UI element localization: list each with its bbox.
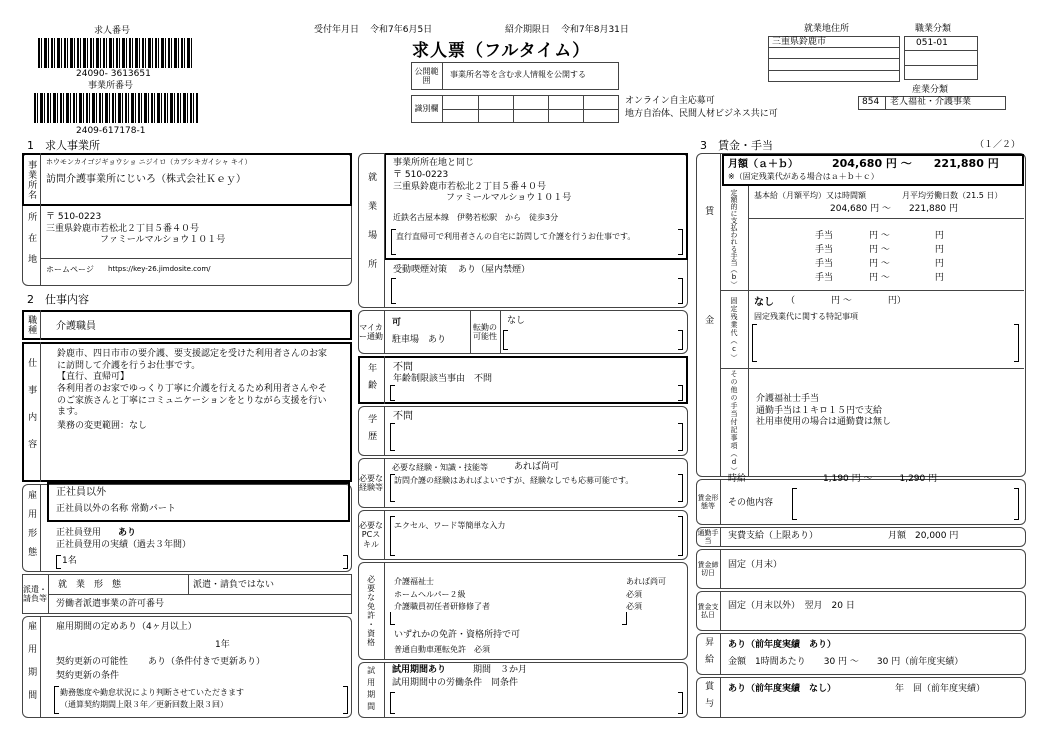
- cutoff-value: 固定（月末）: [728, 560, 783, 570]
- renew-note-2: （通算契約期間上限３年／更新回数上限３回）: [60, 700, 228, 709]
- bonus-divider: [720, 677, 721, 718]
- bracket-right: [678, 385, 683, 401]
- bracket-left: [54, 686, 59, 714]
- industry-label: 産業分類: [912, 85, 949, 95]
- monthly-range: 204,680 円 〜 221,880 円: [832, 157, 999, 170]
- dispatch-label: 派遣・請負等: [23, 584, 47, 603]
- payday-divider: [720, 591, 721, 631]
- cutoff-divider: [720, 549, 721, 589]
- period-value: 雇用期間の定めあり（4ヶ月以上）: [56, 622, 197, 632]
- bracket-right: [678, 278, 683, 304]
- bracket-left: [390, 423, 395, 451]
- license-name: 介護職員初任者研修修了者: [394, 602, 490, 611]
- job-content-line: 鈴鹿市、四日市市の要介護、要支援認定を受けた利用者さんのお家: [57, 349, 328, 359]
- age-value: 不問: [393, 362, 413, 373]
- received-date: 令和7年6月5日: [370, 25, 433, 35]
- pc-skill-label: 必要なPCスキル: [359, 521, 383, 549]
- bracket-left: [390, 385, 395, 401]
- homepage-label: ホームページ: [46, 265, 94, 274]
- raise-divider: [720, 633, 721, 675]
- job-content-divider: [40, 342, 41, 482]
- trial-period: 期間 ３か月: [473, 665, 528, 675]
- other-allowance-line: 介護福祉士手当: [756, 394, 820, 404]
- regular-count: 1名: [62, 556, 77, 566]
- wage-form-range: 1,190 円 〜 1,290 円: [823, 474, 938, 484]
- bonus-value: あり（前年度実績 なし）: [728, 684, 837, 694]
- age-divider: [384, 356, 385, 404]
- employment-label: 雇用形態: [26, 490, 37, 566]
- pc-skill-value: エクセル、ワード等簡単な入力: [394, 521, 506, 530]
- other-allowance-lines: [756, 394, 891, 429]
- dispatch-form-label: 就 業 形 態: [58, 580, 122, 590]
- education-divider: [384, 406, 385, 456]
- raise-label: 昇給: [703, 637, 714, 671]
- renew-label: 契約更新の可能性: [56, 657, 129, 667]
- wage-form-divider: [720, 479, 721, 525]
- deadline-label: 紹介期限日: [505, 25, 551, 35]
- workplace-label-divider: [384, 153, 385, 308]
- job-content-lines: [57, 349, 327, 419]
- wage-form-label: 賃金形態等: [697, 493, 719, 510]
- car-label: マイカー通勤: [359, 322, 383, 341]
- job-number-label: 求人番号: [94, 26, 131, 36]
- trial-condition: 試用期間中の労働条件 同条件: [392, 678, 519, 688]
- workplace-postal: 〒 510-0223: [393, 170, 449, 180]
- basic-allow-label: 定額的に支払われる手当（b）: [730, 188, 739, 288]
- payday-value: 固定（月末以外） 翌月 20 日: [728, 601, 855, 611]
- job-type-value: 介護職員: [56, 321, 96, 332]
- other-divider: [720, 368, 1024, 369]
- page-title: 求人票（フルタイム）: [412, 41, 591, 61]
- license-name: 介護福祉士: [394, 577, 434, 586]
- experience-head: 必要な経験・知識・技能等: [392, 463, 488, 472]
- bonus-label: 賞与: [703, 680, 714, 715]
- job-number: 24090- 3613651: [76, 69, 151, 79]
- received-label: 受付年月日: [314, 25, 360, 35]
- deadline-date: 令和7年8月31日: [561, 25, 629, 35]
- industry-value: 老人福祉・介護事業: [890, 97, 972, 107]
- other-allowance-line: 通勤手当は１キロ１５円で支給: [756, 405, 883, 416]
- smoke-value: あり（屋内禁煙）: [458, 265, 531, 275]
- workplace-value: 三重県鈴鹿市: [772, 37, 827, 47]
- renew-value: あり（条件付きで更新あり）: [148, 657, 266, 667]
- car-divider: [384, 310, 385, 354]
- workplace-label: 就業地住所: [804, 24, 850, 34]
- section-2-title: 2 仕事内容: [27, 293, 89, 306]
- bracket-right: [678, 423, 683, 451]
- basic-divider: [748, 218, 1024, 219]
- workplace-address-1: 三重県鈴鹿市若松北２丁目５番４０号: [393, 182, 547, 192]
- education-value: 不問: [393, 411, 413, 422]
- experience-divider: [384, 458, 385, 508]
- office-address-2: ファミールマルショウ１０１号: [100, 235, 226, 245]
- bracket-right: [678, 229, 683, 255]
- fixed-overtime-value: なし: [754, 297, 774, 308]
- bracket-right: [678, 330, 683, 350]
- transfer-label: 転勤の可能性: [473, 322, 497, 341]
- office-barcode-icon: [34, 93, 198, 123]
- regular-record: 正社員登用の実績（過去３年間）: [56, 540, 192, 550]
- public-range-label: 公開範囲: [411, 62, 443, 90]
- bonus-times: 年 回（前年度実績）: [895, 684, 986, 694]
- workplace-access: 近鉄名古屋本線 伊勢若松駅 から 徒歩3分: [393, 213, 559, 222]
- average-days: 月平均労働日数（21.5 日）: [902, 191, 1003, 200]
- office-address-label: 所在地: [26, 211, 37, 275]
- license-name: ホームヘルパー２級: [394, 590, 466, 599]
- bracket-left: [390, 612, 395, 625]
- period-divider: [40, 616, 41, 718]
- bracket-left: [503, 330, 508, 350]
- bracket-left: [390, 692, 395, 714]
- parking: 駐車場 あり: [392, 335, 447, 345]
- workplace-note: 直行直帰可で利用者さんの自宅に訪問して介護を行うお仕事です。: [396, 232, 636, 241]
- transfer-value: なし: [507, 316, 526, 326]
- wage-label: 賃金: [703, 206, 714, 424]
- public-range-value: 事業所名等を含む求人情報を公開する: [450, 70, 586, 79]
- commute-max: 月額 20,000 円: [888, 531, 959, 541]
- fixed-overtime-note: 固定残業代に関する特記事項: [754, 312, 858, 321]
- commute-label: 通勤手当: [697, 528, 719, 545]
- bracket-right: [622, 612, 627, 625]
- online-note-2: 地方自治体、民間人材ビジネス共に可: [625, 109, 778, 119]
- renew-condition: 契約更新の条件: [56, 671, 120, 681]
- fixed-divider: [720, 290, 1024, 291]
- allowance-row: 手当 円 〜 円: [815, 245, 944, 255]
- employment-name: 正社員以外の名称 常勤パート: [56, 504, 176, 514]
- dispatch-permit: 労働者派遣事業の許可番号: [56, 599, 165, 609]
- job-class-value: 051-01: [916, 38, 948, 48]
- bracket-right: [678, 474, 683, 502]
- page-indicator: （１／２）: [975, 140, 1021, 150]
- hp-divider: [40, 258, 352, 259]
- bracket-right: [678, 516, 683, 556]
- allowance-row: 手当 円 〜 円: [815, 231, 944, 241]
- period-year: 1年: [215, 640, 230, 650]
- section-1-title: 1 求人事業所: [27, 139, 100, 152]
- industry-code: 854: [862, 97, 880, 107]
- workplace-section-label: 就業場所: [366, 172, 377, 288]
- workplace-row-line: [768, 70, 900, 71]
- cutoff-label: 賃金締切日: [697, 560, 719, 577]
- job-barcode-icon: [38, 38, 194, 68]
- basic-head: 基本給（月額平均）又は時間額: [754, 191, 866, 200]
- office-postal: 〒 510-0223: [46, 212, 102, 222]
- commute-divider: [720, 527, 721, 547]
- bracket-left: [56, 555, 61, 569]
- job-class-label: 職業分類: [915, 24, 952, 34]
- raise-amount: 金額 1時間あたり 30 円 〜 30 円（前年度実績）: [728, 657, 964, 667]
- other-allowance-label: その他の手当付記事項（d）: [730, 370, 739, 475]
- change-range: 業務の変更範囲：なし: [57, 421, 148, 431]
- payday-label: 賃金支払日: [697, 602, 719, 619]
- homepage-link[interactable]: https://key-26.jimdosite.com/: [108, 265, 211, 273]
- dispatch-mid-divider: [188, 574, 189, 594]
- monthly-label: 月額（ａ＋ｂ）: [728, 159, 798, 170]
- id-divider: [443, 109, 619, 110]
- license-divider: [384, 562, 385, 660]
- fixed-overtime-range: （ 円 〜 円）: [786, 296, 906, 306]
- bracket-left: [792, 488, 797, 520]
- employment-divider: [40, 484, 41, 572]
- bracket-right: [1014, 488, 1019, 520]
- bracket-left: [391, 278, 396, 304]
- renew-note-1: 勤務態度や勤怠状況により判断させていただきます: [60, 688, 244, 697]
- job-content-line: ます。: [57, 407, 84, 418]
- office-number-label: 事業所番号: [88, 81, 134, 91]
- age-reason: 年齢制限該当事由 不問: [393, 374, 493, 384]
- license-any: いずれかの免許・資格所持で可: [394, 630, 521, 640]
- pc-skill-divider: [384, 510, 385, 560]
- employment-value: 正社員以外: [56, 487, 106, 498]
- workplace-address-2: ファミールマルショウ１０１号: [446, 193, 572, 203]
- bracket-left: [752, 324, 757, 362]
- smoke-label: 受動喫煙対策: [393, 265, 448, 275]
- education-label: 学歴: [366, 414, 377, 448]
- job-type-label: 職種: [26, 315, 37, 335]
- office-number: 2409-617178-1: [76, 126, 146, 136]
- car-value: 可: [392, 318, 402, 328]
- job-content-line: 各利用者のお家でゆっくり丁寧に介護を行えるため利用者さんやそ: [57, 384, 327, 395]
- period-label: 雇用期間: [26, 621, 37, 713]
- job-content-line: に訪問して介護を行うお仕事です。: [57, 360, 201, 371]
- bracket-right: [678, 692, 683, 714]
- fixed-overtime-label: 固定残業代（c）: [730, 296, 739, 362]
- wage-sub-divider: [748, 186, 749, 477]
- bracket-right: [1014, 324, 1019, 362]
- job-class-row-line: [904, 50, 978, 51]
- experience-note: 訪問介護の経験はあればよいですが、経験なしでも応募可能です。: [394, 476, 634, 485]
- id-label: 識別欄: [411, 95, 443, 123]
- trial-value: 試用期間あり: [392, 665, 447, 675]
- license-label: 必要な免許・資格: [366, 575, 376, 647]
- wage-form-value: 時給: [728, 474, 747, 484]
- office-name-label: 事業所名: [26, 160, 37, 200]
- office-name-kana: ホウモンカイゴジギョウショ ニジイロ（カブシキガイシャ キイ）: [46, 158, 252, 166]
- trial-divider: [384, 662, 385, 718]
- job-class-row-line: [904, 65, 978, 66]
- allowance-row: 手当 円 〜 円: [815, 259, 944, 269]
- dispatch-row-line: [48, 594, 352, 595]
- workplace-same: 事業所所在地と同じ: [393, 158, 475, 168]
- experience-label: 必要な経験等: [359, 473, 383, 492]
- office-label-divider: [40, 153, 41, 286]
- job-content-label: 仕事内容: [26, 358, 37, 466]
- license-requirement: 必須: [626, 602, 642, 611]
- license-requirement: 必須: [626, 590, 642, 599]
- regular-value: あり: [118, 528, 137, 538]
- bracket-right: [343, 555, 348, 569]
- driving-license: 普通自動車運転免許 必須: [394, 645, 490, 654]
- workplace-row-line: [768, 58, 900, 59]
- bracket-right: [343, 686, 348, 714]
- allowance-row: 手当 円 〜 円: [815, 273, 944, 283]
- job-content-line: 【直行、直帰可】: [57, 372, 130, 383]
- license-requirement: あれば尚可: [626, 577, 666, 586]
- commute-value: 実費支給（上限あり）: [728, 531, 819, 541]
- raise-value: あり（前年度実績 あり）: [728, 640, 837, 650]
- monthly-note: ※（固定残業代がある場合はａ＋ｂ＋ｃ）: [728, 172, 879, 181]
- regular-label: 正社員登用: [56, 528, 102, 538]
- section-3-title: 3 賃金・手当: [700, 139, 773, 152]
- online-note-1: オンライン自主応募可: [625, 96, 715, 106]
- dispatch-form-value: 派遣・請負ではない: [193, 580, 275, 590]
- basic-range: 204,680 円 〜 221,880 円: [830, 204, 959, 214]
- office-name-value: 訪問介護事業所にじいろ（株式会社Ｋｅｙ）: [46, 174, 246, 185]
- trial-label: 試用期間: [366, 666, 376, 714]
- age-label: 年齢: [366, 363, 377, 397]
- pc-skill-box: [358, 510, 688, 560]
- wage-form-other: その他内容: [728, 498, 774, 508]
- other-allowance-line: 社用車使用の場合は通勤費は無し: [756, 417, 892, 428]
- job-content-line: のご家族さんと丁寧にコミュニケーションをとりながら支援を行い: [57, 395, 327, 406]
- job-type-divider: [40, 310, 41, 340]
- experience-value: あれば尚可: [514, 462, 560, 472]
- industry-divider: [885, 96, 886, 110]
- office-address-1: 三重県鈴鹿市若松北２丁目５番４０号: [46, 224, 200, 234]
- transfer-divider: [500, 310, 501, 354]
